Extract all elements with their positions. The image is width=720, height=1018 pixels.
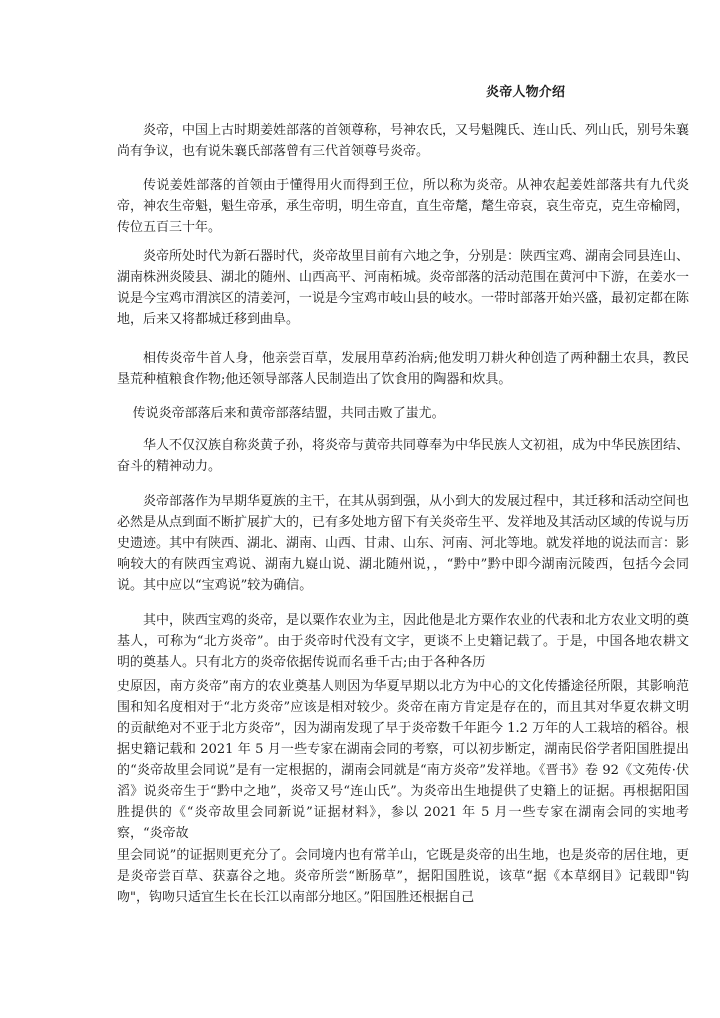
- paragraph-1: 炎帝，中国上古时期姜姓部落的首领尊称，号神农氏，又号魁隗氏、连山氏、列山氏，别号朱襄尚有争议，也有说朱襄氏部落曾有三代首领尊号炎帝。: [117, 123, 690, 159]
- paragraph-6: 华人不仅汉族自称炎黄子孙，将炎帝与黄帝共同尊奉为中华民族人文初祖，成为中华民族团结、奋斗的精神动力。: [117, 438, 690, 474]
- paragraph-3: 炎帝所处时代为新石器时代，炎帝故里目前有六地之争，分别是：陕西宝鸡、湖南会同县连山、湖南株洲炎陵县、湖北的随州、山西高平、河南柘城。炎帝部落的活动范围在黄河中下游，在姜水一说是今宝鸡市渭滨区的清姜河，一说是今宝鸡市岐山县的岐水。一带时部落开始兴盛，最初定都在陈地，后来又将都城迁移到曲阜。: [117, 249, 690, 327]
- paragraph-10: 里会同说”的证据则更充分了。会同境内也有常羊山，它既是炎帝的出生地，也是炎帝的居住地，更是炎帝尝百草、获嘉谷之地。炎帝所尝“断肠草”，据阳国胜说，该草“据《本草纲目》记载即"钩吻"，钩吻只适宜生长在长江以南部分地区。”阳国胜还根据自己: [117, 848, 689, 905]
- paragraph-5: 传说炎帝部落后来和黄帝部落结盟，共同击败了蚩尤。: [132, 406, 445, 421]
- paragraph-4: 相传炎帝牛首人身，他亲尝百草，发展用草药治病;他发明刀耕火种创造了两种翻土农具，教民垦荒种植粮食作物;他还领导部落人民制造出了饮食用的陶器和炊具。: [117, 351, 689, 387]
- paragraph-8: 其中，陕西宝鸡的炎帝，是以粟作农业为主，因此他是北方粟作农业的代表和北方农业文明的奠基人，可称为“北方炎帝”。由于炎帝时代没有文字，更谈不上史籍记载了。于是，中国各地农耕文明的奠基人。只有北方的炎帝依据传说而名垂千古;由于各种各历: [117, 613, 690, 670]
- paragraph-7: 炎帝部落作为早期华夏族的主干，在其从弱到强，从小到大的发展过程中，其迁移和活动空间也必然是从点到面不断扩展扩大的，已有多处地方留下有关炎帝生平、发祥地及其活动区域的传说与历史遗迹。其中有陕西、湖北、湖南、山西、甘肃、山东、河南、河北等地。就发祥地的说法而言：影响较大的有陕西宝鸡说、湖南九嶷山说、湖北随州说，，“黔中”黔中即今湖南沅陵西，包括今会同说。其中应以“宝鸡说”较为确信。: [117, 494, 690, 593]
- paragraph-9: 史原因，南方炎帝”南方的农业奠基人则因为华夏早期以北方为中心的文化传播途径所限，其影响范围和知名度相对于“北方炎帝”应该是相对较少。炎帝在南方肯定是存在的，而且其对华夏农耕文明的贡献绝对不亚于北方炎帝”，因为湖南发现了早于炎帝数千年距今 1.2 万年的人工栽培的稻谷。根据史籍记载和 2021 年 5 月一些专家在湖南会同的考察，可以初步断定，湖南民俗学者阳国胜提出的“炎帝故里会同说”是有一定根据的，湖南会同就是“南方炎帝”发祥地。《晋书》卷 92《文苑传·伏滔》说炎帝生于“黔中之地”，炎帝又号“连山氏”。为炎帝出生地提供了史籍上的证据。再根据阳国胜提供的《“炎帝故里会同新说”证据材料》，参以 2021 年 5 月一些专家在湖南会同的实地考察，“炎帝故: [117, 679, 689, 841]
- page-title: 炎帝人物介绍: [486, 85, 566, 100]
- paragraph-2: 传说姜姓部落的首领由于懂得用火而得到王位，所以称为炎帝。从神农起姜姓部落共有九代炎帝，神农生帝魁，魁生帝承，承生帝明，明生帝直，直生帝氂，氂生帝哀，哀生帝克，克生帝榆罔，传位五百三十年。: [117, 178, 690, 235]
